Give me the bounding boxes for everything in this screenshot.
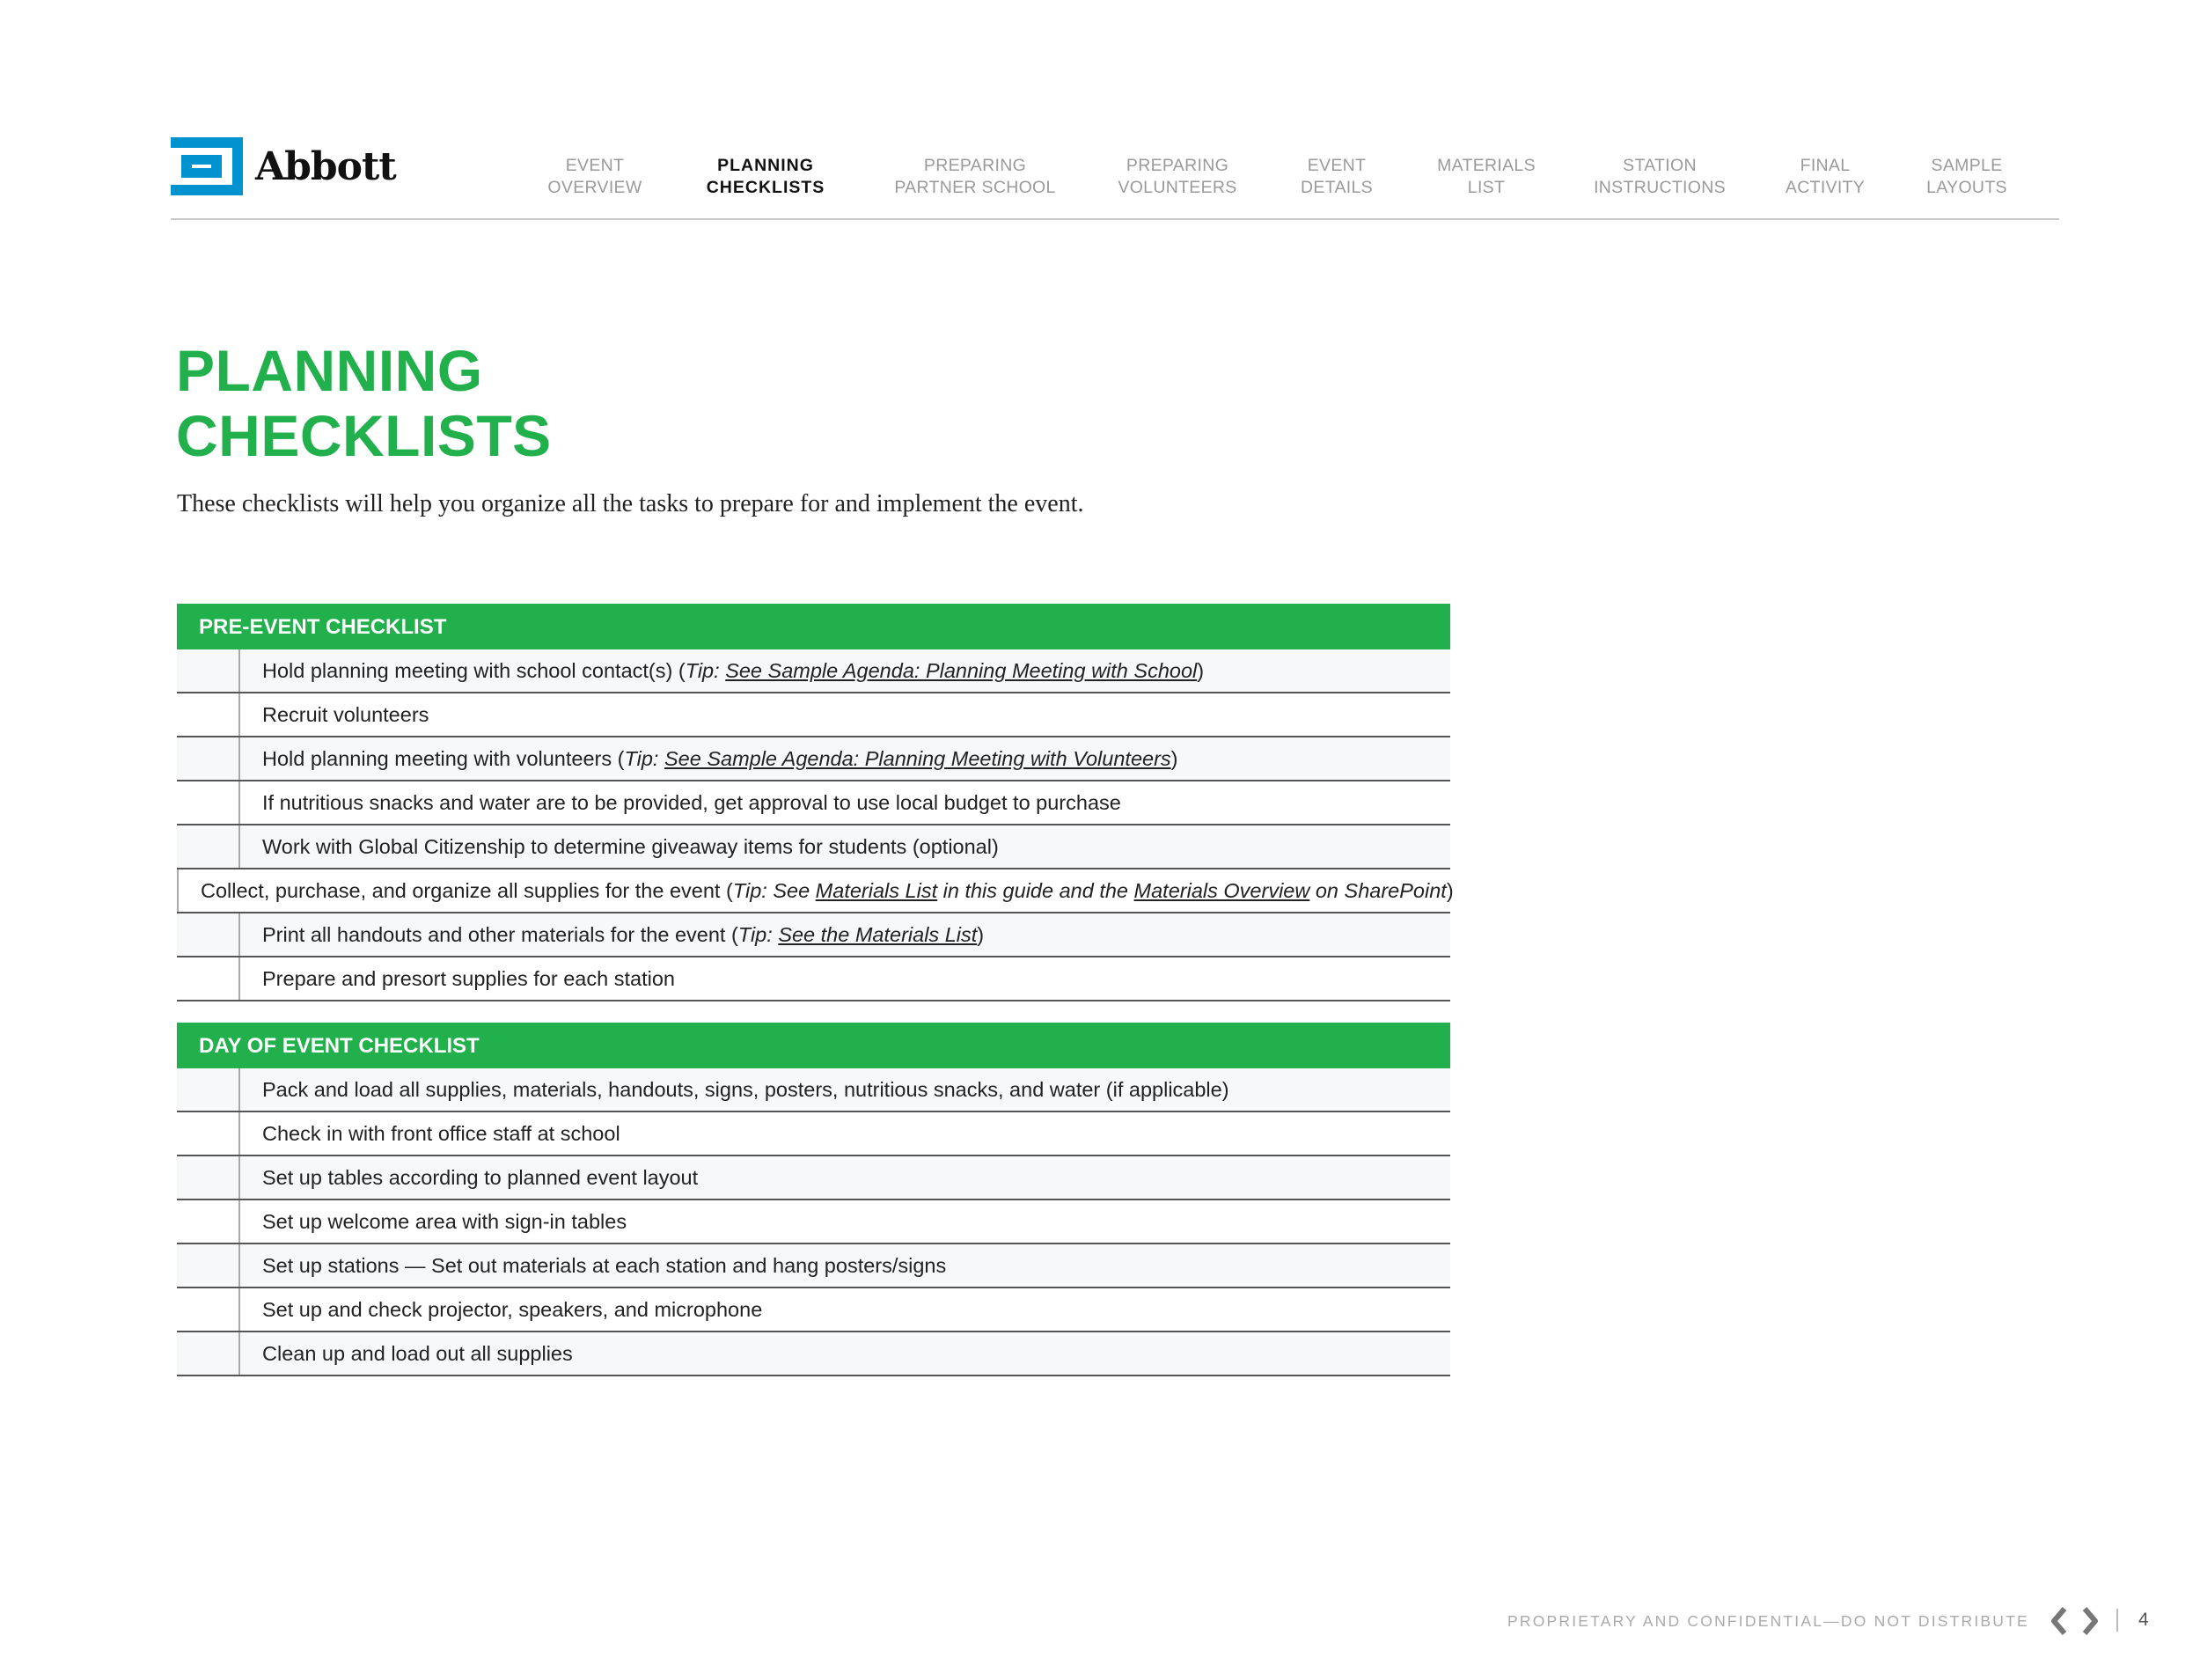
materials-list-link[interactable]: Materials List [815,879,938,902]
nav-label-line1: STATION [1623,156,1697,175]
item-text-end: ) [1170,747,1178,770]
checklist-item-text: Pack and load all supplies, materials, handouts, signs, posters, nutritious snacks, and water (if applicable) [262,1078,1229,1101]
checkbox[interactable] [177,1244,240,1287]
item-text-end: ) [977,923,985,946]
nav-station-instructions[interactable] [1594,155,1726,198]
nav-label-line1: MATERIALS [1437,156,1536,175]
section-nav [171,155,2059,208]
nav-label-line2: VOLUNTEERS [1118,177,1237,197]
checklist-item-text: Set up tables according to planned event layout [262,1166,699,1189]
tip-text: in this guide and the [937,879,1134,902]
checklist-row [177,1200,1450,1244]
checklist-item-text [240,649,1204,692]
nav-label-line1: PLANNING [717,156,814,175]
item-text: Hold planning meeting with volunteers ( [262,747,625,770]
checklist-item-text [240,737,1178,780]
checklist-row [177,649,1450,693]
day-of-event-checklist-heading: DAY OF EVENT CHECKLIST [177,1023,1450,1068]
checklist-item-text: If nutritious snacks and water are to be provided, get approval to use local budget to purchase [262,791,1121,814]
checklist-item-text: Recruit volunteers [262,703,429,726]
nav-label-line2: LAYOUTS [1926,177,2007,197]
nav-final-activity[interactable] [1786,155,1865,198]
checklist-row [177,1332,1450,1376]
chevron-left-icon[interactable] [2050,1607,2068,1635]
nav-event-overview[interactable] [547,155,642,198]
checklist-item-text: Prepare and presort supplies for each station [262,967,675,990]
nav-label-line1: PREPARING [923,156,1027,175]
page-title-line2: CHECKLISTS [176,403,552,468]
checklist-item-text [179,869,1454,912]
nav-materials-list[interactable] [1437,155,1536,198]
pre-event-checklist-heading: PRE-EVENT CHECKLIST [177,604,1450,649]
checklist-row [177,737,1450,781]
checklist-item-text [240,913,984,956]
pre-event-checklist [177,604,1454,1001]
nav-preparing-volunteers[interactable] [1118,155,1236,198]
tip-label: Tip: [685,659,720,682]
checklist-row [177,781,1450,825]
checkbox[interactable] [177,825,240,868]
sample-agenda-school-link[interactable]: See Sample Agenda: Planning Meeting with School [725,659,1198,682]
nav-label-line1: SAMPLE [1931,156,2003,175]
checklist-item-text: Clean up and load out all supplies [262,1342,573,1365]
checkbox[interactable] [177,957,240,1000]
checkbox[interactable] [177,1332,240,1375]
logo-wordmark: Abbott [255,143,396,189]
checkbox[interactable] [177,1112,240,1155]
checkbox[interactable] [177,737,240,780]
tip-label: Tip: [624,747,659,770]
materials-overview-link[interactable]: Materials Overview [1133,879,1310,902]
checklist-item-text: Set up welcome area with sign-in tables [262,1210,627,1233]
item-text-end: ) [1197,659,1205,682]
checkbox[interactable] [177,1156,240,1199]
nav-label-line2: ACTIVITY [1785,177,1866,197]
checkbox[interactable] [177,781,240,824]
page-title-line1: PLANNING [176,338,483,403]
nav-label-line2: OVERVIEW [547,177,642,197]
nav-event-details[interactable] [1301,155,1373,198]
checklist-item-text: Set up and check projector, speakers, and microphone [262,1298,763,1321]
nav-label-line2: PARTNER SCHOOL [894,177,1056,197]
nav-label-line2: DETAILS [1301,177,1373,197]
checkbox[interactable] [177,1200,240,1243]
checklist-item-text: Set up stations — Set out materials at each station and hang posters/signs [262,1254,947,1277]
checkbox[interactable] [177,693,240,736]
checkbox[interactable] [177,1068,240,1111]
nav-sample-layouts[interactable] [1926,155,2007,198]
checklist-row [177,1244,1450,1288]
checkbox[interactable] [177,1288,240,1331]
checklist-row [177,693,1450,737]
nav-label-line2: LIST [1467,177,1506,197]
sample-agenda-volunteers-link[interactable]: See Sample Agenda: Planning Meeting with Volunteers [664,747,1171,770]
checkbox[interactable] [177,649,240,692]
nav-label-line2: INSTRUCTIONS [1594,177,1726,197]
nav-label-line1: PREPARING [1126,156,1229,175]
checklist-row [177,1068,1450,1112]
item-text: Collect, purchase, and organize all supplies for the event ( [201,879,733,902]
tip-label: Tip: [737,923,773,946]
nav-label-line2: CHECKLISTS [706,177,825,197]
intro-text: These checklists will help you organize all the tasks to prepare for and implement the event. [177,490,1084,517]
item-text: Print all handouts and other materials for the event ( [262,923,738,946]
checklist-row [177,1288,1450,1332]
checklist-row [177,825,1450,869]
nav-label-line1: FINAL [1800,156,1851,175]
checklist-item-text: Work with Global Citizenship to determine giveaway items for students (optional) [262,835,999,858]
footer-divider [2116,1609,2118,1632]
checklist-row [177,1156,1450,1200]
checklist-row [177,957,1450,1001]
nav-preparing-partner-school[interactable] [894,155,1055,198]
checklist-row [177,869,1454,913]
day-of-event-checklist [177,1023,1450,1376]
page-header [171,132,2059,220]
checklist-row [177,1112,1450,1156]
chevron-right-icon[interactable] [2081,1607,2099,1635]
nav-label-line1: EVENT [565,156,625,175]
checklist-item-text: Check in with front office staff at school [262,1122,620,1145]
item-text: Hold planning meeting with school contact(s) ( [262,659,686,682]
page-number: 4 [2138,1610,2149,1630]
tip-text: on SharePoint [1309,879,1447,902]
checklist-row [177,913,1450,957]
tip-label: Tip: See [732,879,816,902]
confidential-notice: PROPRIETARY AND CONFIDENTIAL—DO NOT DISTRIBUTE [1507,1612,2029,1630]
checkbox[interactable] [177,913,240,956]
nav-planning-checklists[interactable] [707,155,825,198]
nav-label-line1: EVENT [1307,156,1367,175]
see-materials-list-link[interactable]: See the Materials List [778,923,978,946]
page-title [176,338,552,468]
item-text-end: ) [1446,879,1454,902]
